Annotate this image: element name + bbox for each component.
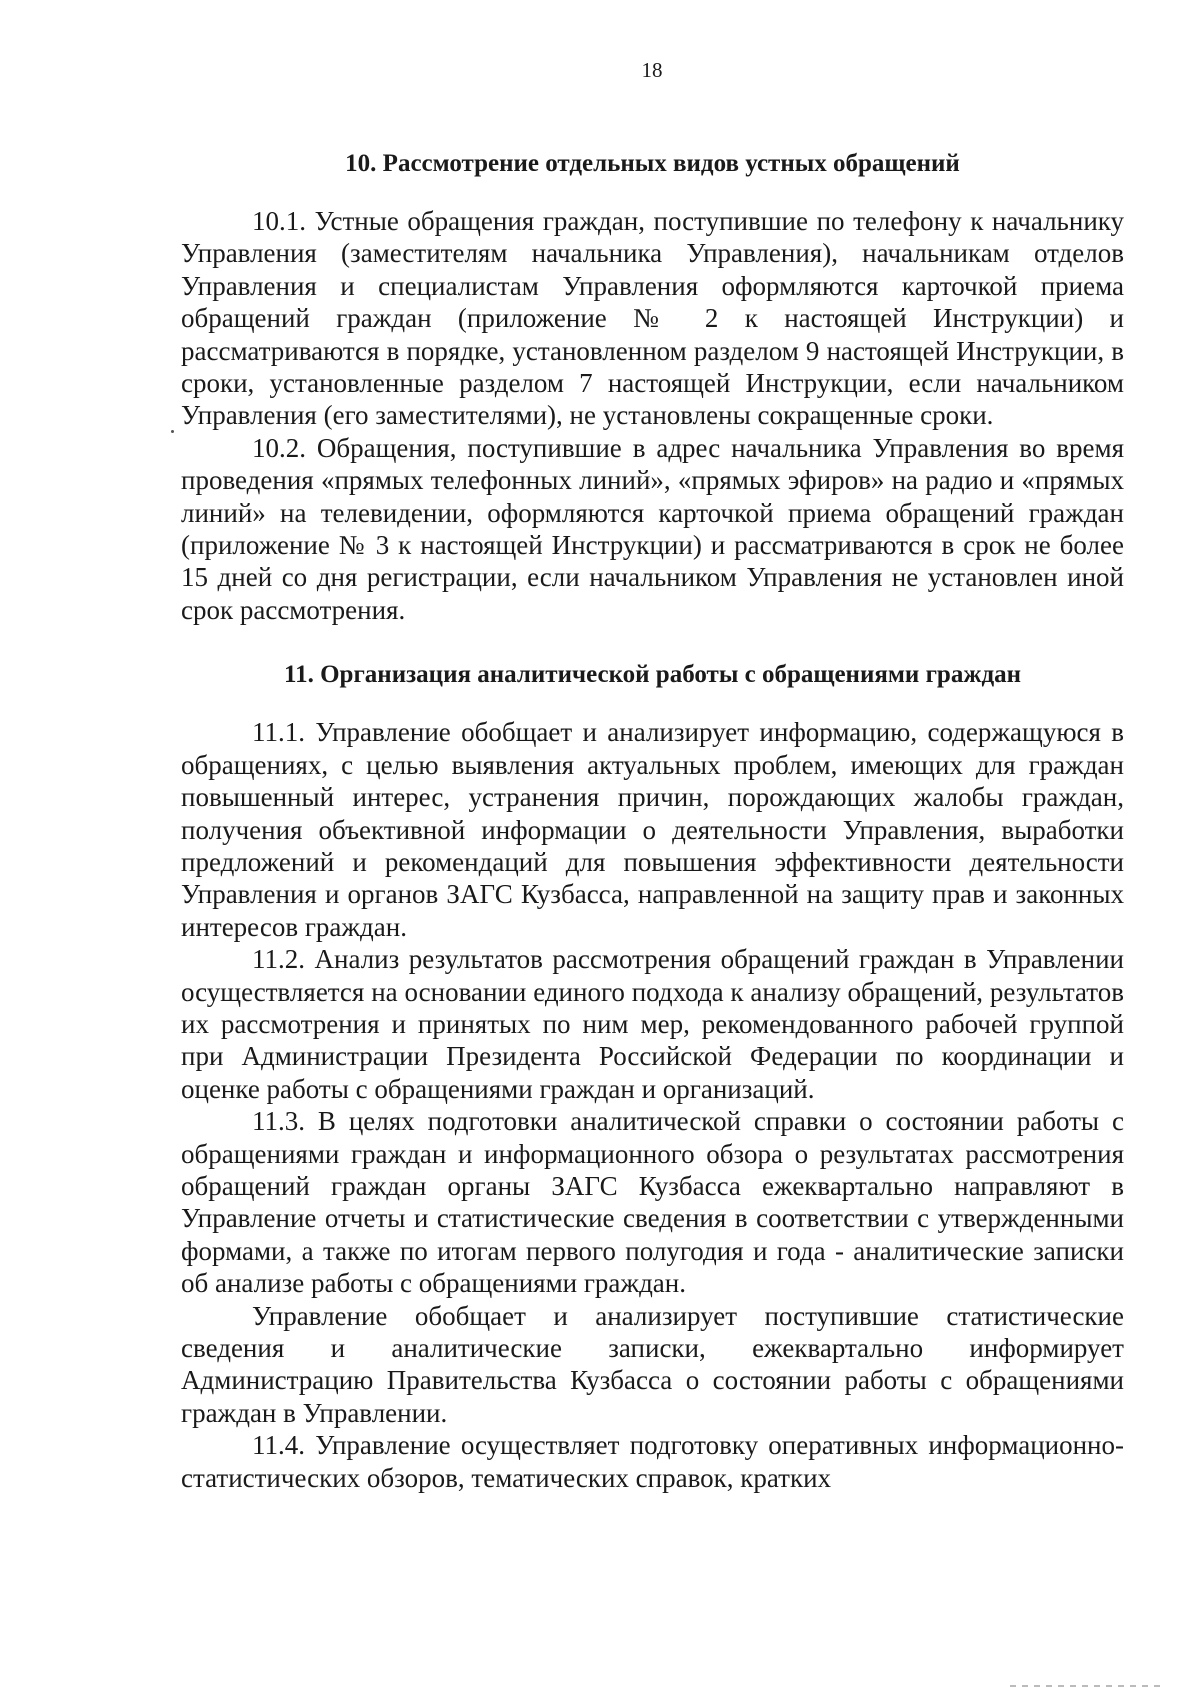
scan-artifact-marks <box>1010 1685 1160 1687</box>
paragraph-11-3-cont: Управление обобщает и анализирует поступившие статистические сведения и аналитические записки, ежеквартально информирует Администрацию Правительства Кузбасса о состоянии работы с обращениями граждан в Управлении. <box>181 1300 1124 1428</box>
paragraph-10-1: 10.1. Устные обращения граждан, поступившие по телефону к начальнику Управления (заместителям начальника Управления), начальникам отделов Управления и специалистам Управления оформляются карточкой приема обращений граждан (приложение № 2 к настоящей Инструкции) и рассматриваются в порядке, установленном разделом 9 настоящей Инструкции, в сроки, установленные разделом 7 настоящей Инструкции, если начальником Управления (его заместителями), не установлены сокращенные сроки. <box>181 206 1124 431</box>
section-11-title: 11. Организация аналитической работы с обращениями граждан <box>283 661 1022 689</box>
section-10-title: 10. Рассмотрение отдельных видов устных обращений <box>345 150 960 177</box>
paragraph-10-2: 10.2. Обращения, поступившие в адрес начальника Управления во время проведения «прямых телефонных линий», «прямых эфиров» на радио и «прямых линий» на телевидении, оформляются карточкой приема обращений граждан (приложение № 3 к настоящей Инструкции) и рассматриваются в срок не более 15 дней со дня регистрации, если начальником Управления не установлен иной срок рассмотрения. <box>181 432 1124 625</box>
paragraph-11-3: 11.3. В целях подготовки аналитической справки о состоянии работы с обращениями граждан и информационного обзора о результатах рассмотрения обращений граждан органы ЗАГС Кузбасса ежеквартально направляют в Управление отчеты и статистические сведения в соответствии с утвержденными формами, а также по итогам первого полугодия и года - аналитические записки об анализе работы с обращениями граждан. <box>181 1106 1124 1299</box>
scan-artifact-dot <box>171 430 174 433</box>
paragraph-11-2: 11.2. Анализ результатов рассмотрения обращений граждан в Управлении осуществляется на основании единого подхода к анализу обращений, результатов их рассмотрения и принятых по ним мер, рекомендованного рабочей группой при Администрации Президента Российской Федерации по координации и оценке работы с обращениями граждан и организаций. <box>181 944 1124 1104</box>
paragraph-11-1: 11.1. Управление обобщает и анализирует информацию, содержащуюся в обращениях, с целью выявления актуальных проблем, имеющих для граждан повышенный интерес, устранения причин, порождающих жалобы граждан, получения объективной информации о деятельности Управления, выработки предложений и рекомендаций для повышения эффективности деятельности Управления и органов ЗАГС Кузбасса, направленной на защиту прав и законных интересов граждан. <box>181 717 1124 942</box>
page-number: 18 <box>641 58 663 82</box>
paragraph-11-4: 11.4. Управление осуществляет подготовку оперативных информационно-статистических обзоров, тематических справок, кратких <box>181 1430 1124 1493</box>
document-body <box>181 148 1124 1494</box>
